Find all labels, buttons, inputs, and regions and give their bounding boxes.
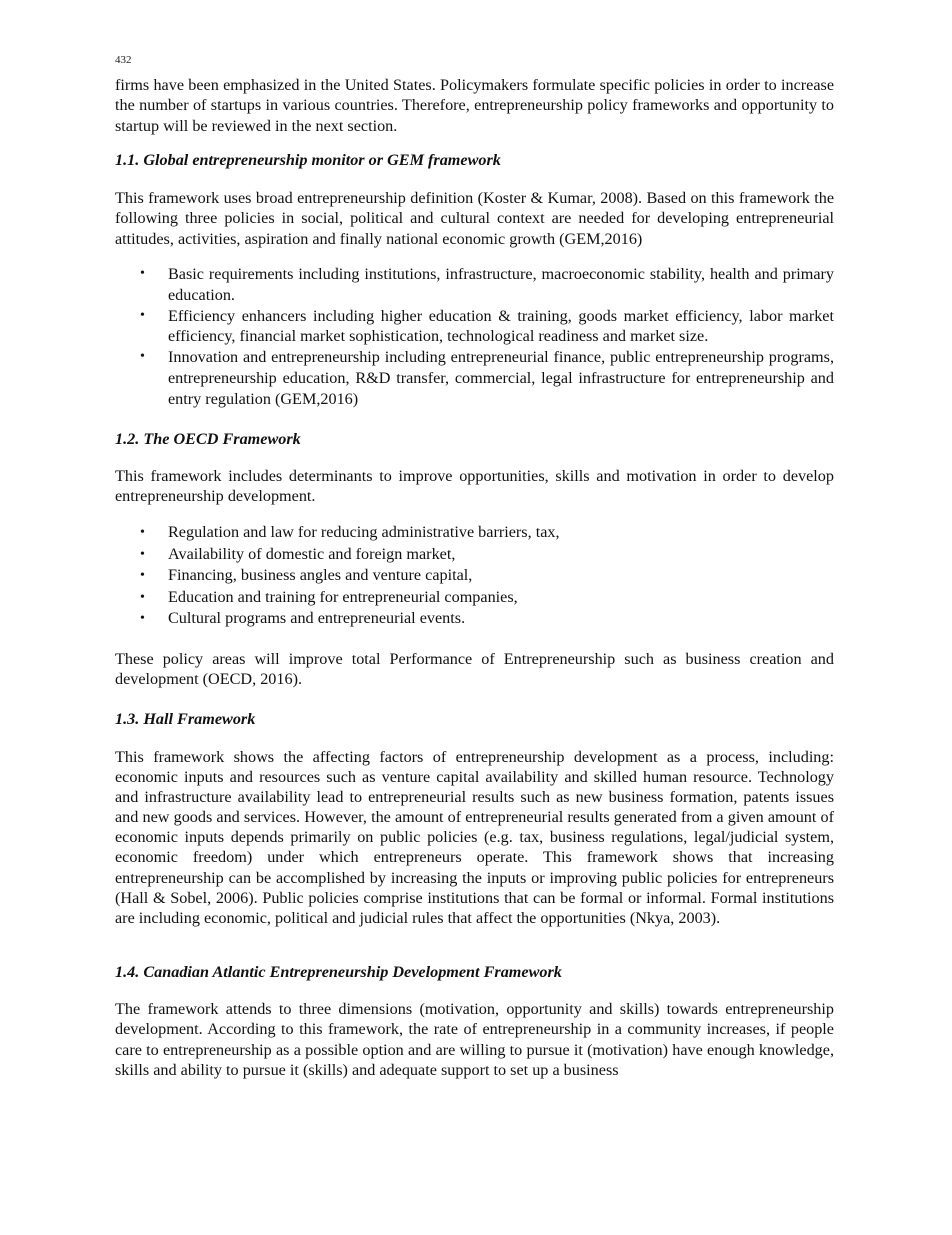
- list-item: • Financing, business angles and venture capital,: [115, 565, 834, 587]
- list-item: • Cultural programs and entrepreneurial events.: [115, 608, 834, 630]
- intro-paragraph: firms have been emphasized in the United States. Policymakers formulate specific policies in order to increase the number of startups in various countries. Therefore, entrepreneurship policy frameworks and opportunity to startup will be reviewed in the next section.: [115, 76, 834, 135]
- section-paragraph-canadian: The framework attends to three dimensions (motivation, opportunity and skills) towards entrepreneurship development. According to this framework, the rate of entrepreneurship in a community increases, if people care to entrepreneurship as a possible option and are willing to pursue it (motivation) have enough knowledge, skills and ability to pursue it (skills) and adequate support to set up a business: [115, 1000, 834, 1080]
- section-heading-oecd: 1.2. The OECD Framework: [115, 430, 301, 448]
- bullet-icon: •: [140, 589, 145, 605]
- section-closing-oecd: These policy areas will improve total Performance of Entrepreneurship such as business creation and development (OECD, 2016).: [115, 650, 834, 689]
- list-item: • Innovation and entrepreneurship including entrepreneurial finance, public entrepreneurship programs, entrepreneurship education, R&D transfer, commercial, legal infrastructure for entrepreneurship and entry regulation (GEM,2016): [140, 348, 834, 408]
- list-item: • Basic requirements including institutions, infrastructure, macroeconomic stability, health and primary education.: [140, 265, 834, 304]
- page-number: 432: [115, 54, 132, 66]
- section-heading-gem: 1.1. Global entrepreneurship monitor or GEM framework: [115, 151, 501, 169]
- gem-bullet-list: [115, 264, 834, 410]
- list-item: • Availability of domestic and foreign market,: [115, 544, 834, 566]
- oecd-bullet-list: [115, 522, 834, 630]
- list-item: • Regulation and law for reducing administrative barriers, tax,: [115, 522, 834, 544]
- bullet-icon: •: [140, 307, 145, 323]
- list-item: • Education and training for entrepreneurial companies,: [115, 587, 834, 609]
- list-item: • Efficiency enhancers including higher education & training, goods market efficiency, labor market efficiency, financial market sophistication, technological readiness and market size.: [140, 306, 834, 346]
- bullet-icon: •: [140, 525, 145, 540]
- bullet-icon: •: [140, 546, 145, 562]
- section-paragraph-gem: This framework uses broad entrepreneurship definition (Koster & Kumar, 2008). Based on this framework the following three policies in social, political and cultural context are needed for developing entrepreneurial attitudes, activities, aspiration and finally national economic growth (GEM,2016): [115, 189, 834, 248]
- section-paragraph-oecd: This framework includes determinants to improve opportunities, skills and motivation in order to develop entrepreneurship development.: [115, 467, 834, 506]
- bullet-icon: •: [140, 266, 145, 281]
- bullet-icon: •: [140, 568, 145, 583]
- bullet-icon: •: [140, 349, 145, 365]
- section-paragraph-hall: This framework shows the affecting factors of entrepreneurship development as a process, including: economic inputs and resources such as venture capital availability and skilled human resource. Technology and infrastructure availability lead to entrepreneurial results such as new business formation, patents issues and new goods and services. However, the amount of entrepreneurial results generated from a given amount of economic inputs depends primarily on public policies (e.g. tax, business regulations, legal/judicial system, economic freedom) under which entrepreneurs operate. This framework shows that increasing entrepreneurship can be accomplished by increasing the inputs or improving public policies for entrepreneurs (Hall & Sobel, 2006). Public policies comprise institutions that can be formal or informal. Formal institutions are including economic, political and judicial rules that affect the opportunities (Nkya, 2003).: [115, 748, 834, 927]
- section-heading-hall: 1.3. Hall Framework: [115, 710, 256, 728]
- section-heading-canadian: 1.4. Canadian Atlantic Entrepreneurship Development Framework: [115, 963, 562, 981]
- bullet-icon: •: [140, 611, 145, 626]
